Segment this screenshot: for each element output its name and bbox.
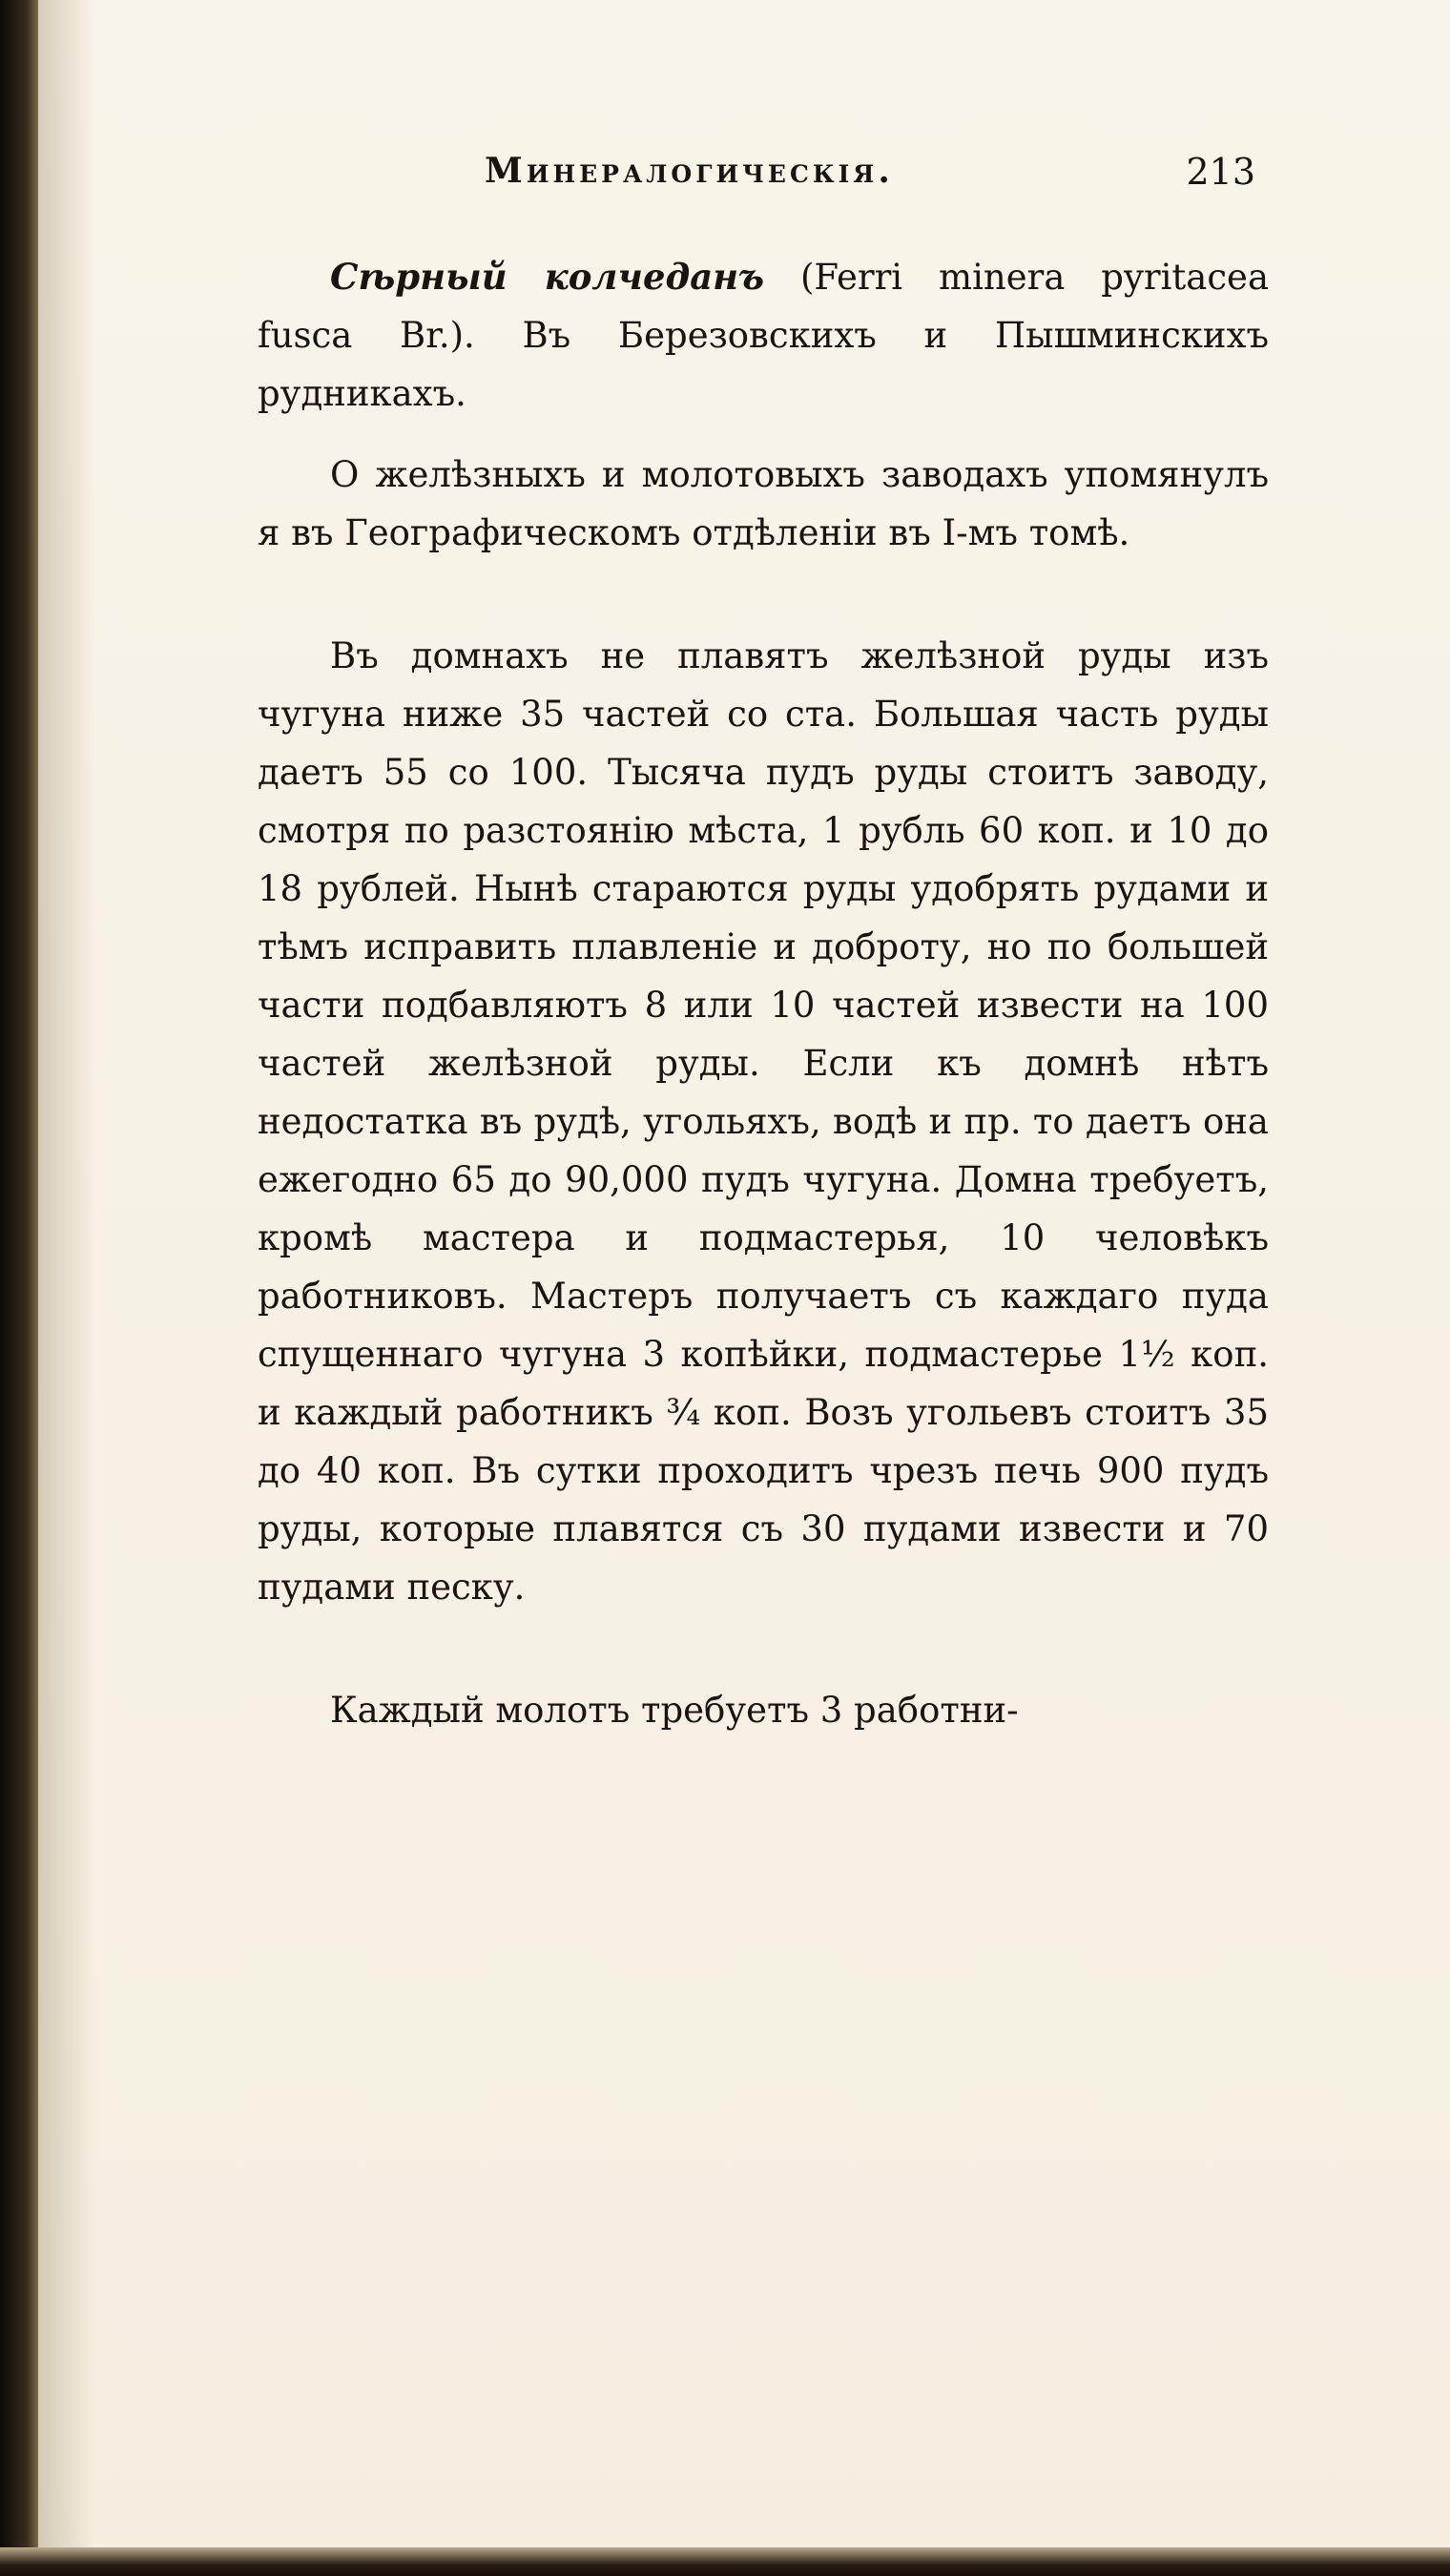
page-bottom-edge [0,2547,1450,2576]
pyrite-text: (Ferri minera pyritacea fusca Br.). Въ Березовскихъ и Пышминскихъ рудникахъ. [258,257,1270,414]
page-header [485,151,1255,208]
paragraph-domna: Въ домнахъ не плавятъ желѣзной руды изъ чугуна ниже 35 частей со ста. Большая часть руды даетъ 55 со 100. Тысяча пудъ руды стоитъ заводу, смотря по разстоянію мѣста, 1 рубль 60 коп. и 10 до 18 рублей. Нынѣ стараются руды удобрять рудами и тѣмъ исправить плавленіе и доброту, но по большей части подбавляютъ 8 или 10 частей извести на 100 частей желѣзной руды. Если къ домнѣ нѣтъ недостатка въ рудѣ, угольяхъ, водѣ и пр. то даетъ она ежегодно 65 до 90,000 пудъ чугуна. Домна требуетъ, кромѣ мастера и подмастерья, 10 человѣкъ работниковъ. Мастеръ получаетъ съ каждаго пуда спущеннаго чугуна 3 копѣйки, подмастерье 1½ коп. и каждый работникъ ¾ коп. Возъ угольевъ стоитъ 35 до 40 коп. Въ сутки проходитъ чрезъ печь 900 пудъ руды, которые плавятся съ 30 пудами извести и 70 пудами песку. [258,635,1269,1608]
paragraph-hammer: Каждый молотъ требуетъ 3 работни- [330,1690,1019,1731]
running-title: Минералогическія. [485,151,894,191]
body-text [258,248,1269,1739]
paragraph-pyrite [258,248,1269,423]
book-binding-shadow [0,0,38,2576]
page-number: 213 [1186,151,1255,193]
paragraph-iron-works: О желѣзныхъ и молотовыхъ заводахъ упомянулъ я въ Географическомъ отдѣленіи въ I-мъ томѣ. [258,454,1269,553]
pyrite-term: Сѣрный колчеданъ [330,256,765,298]
